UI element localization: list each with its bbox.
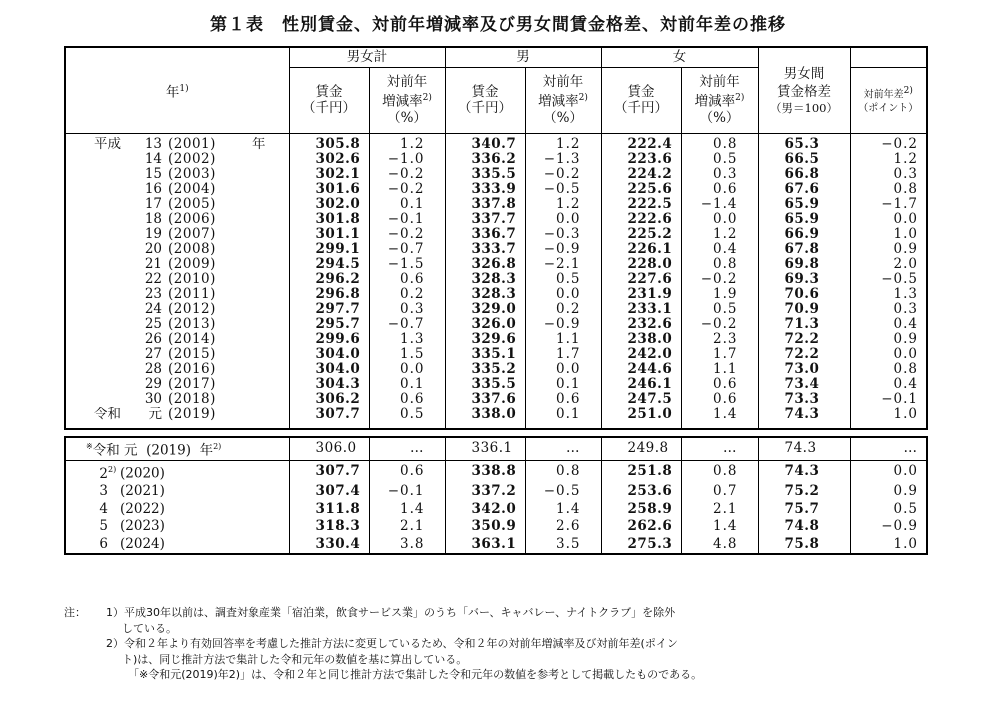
total-wage-cell: 304.3	[289, 377, 369, 392]
table-row	[65, 437, 927, 461]
table-row	[65, 302, 927, 317]
female-wage-cell: 222.5	[601, 197, 681, 212]
male-wage-header: 賃金 （千円）	[445, 67, 525, 133]
table-row	[65, 272, 927, 287]
total-change-cell: −0.2	[369, 227, 445, 242]
table-row	[65, 377, 927, 392]
year-cell: 17 (2005)	[65, 197, 289, 212]
female-wage-cell: 238.0	[601, 332, 681, 347]
table-row	[65, 167, 927, 182]
male-change-cell: −0.5	[525, 483, 601, 501]
year-cell: 27 (2015)	[65, 347, 289, 362]
notes-label: 注：	[64, 606, 86, 619]
gap-diff-cell: 0.5	[850, 501, 927, 519]
gap-cell: 74.3	[758, 407, 850, 422]
female-change-cell: 2.3	[681, 332, 758, 347]
male-wage-cell: 329.0	[445, 302, 525, 317]
male-wage-cell: 336.7	[445, 227, 525, 242]
female-header: 女	[601, 47, 758, 67]
total-wage-cell: 304.0	[289, 362, 369, 377]
gap-diff-cell: −0.5	[850, 272, 927, 287]
year-cell: 15 (2003)	[65, 167, 289, 182]
male-change-header: 対前年 増減率$^{2)}$ （%）	[525, 67, 601, 133]
table-row	[65, 483, 927, 501]
gap-cell: 75.7	[758, 501, 850, 519]
note-1-cont: している。	[122, 621, 177, 635]
gap-diff-cell: 1.0	[850, 407, 927, 422]
gap-cell: 66.8	[758, 167, 850, 182]
female-change-header: 対前年 増減率$^{2)}$ （%）	[681, 67, 758, 133]
note-1: 1）平成30年以前は、調査対象産業「宿泊業，飲食サービス業」のうち「バー、キャバレー、ナイトクラブ」を除外	[106, 606, 676, 619]
female-change-cell: 0.6	[681, 182, 758, 197]
female-wage-cell: 242.0	[601, 347, 681, 362]
female-change-cell: 0.8	[681, 137, 758, 152]
table-row	[65, 227, 927, 242]
male-change-cell: 1.1	[525, 332, 601, 347]
total-change-cell: −0.1	[369, 483, 445, 501]
total-change-cell: 1.3	[369, 332, 445, 347]
gap-diff-cell: 0.0	[850, 461, 927, 484]
gap-cell: 69.8	[758, 257, 850, 272]
total-wage-cell: 299.1	[289, 242, 369, 257]
total-wage-cell: 296.8	[289, 287, 369, 302]
male-wage-cell: 338.8	[445, 461, 525, 484]
total-change-cell: −1.5	[369, 257, 445, 272]
male-change-cell: 2.6	[525, 518, 601, 536]
total-wage-cell: 302.6	[289, 152, 369, 167]
cell: 249.8	[601, 437, 681, 461]
wage-table	[64, 46, 928, 555]
total-wage-cell: 301.1	[289, 227, 369, 242]
total-wage-cell: 297.7	[289, 302, 369, 317]
gap-cell: 75.2	[758, 483, 850, 501]
gap-diff-cell: 0.0	[850, 347, 927, 362]
gap-header: 男女間 賃金格差 （男＝100）	[758, 47, 850, 133]
male-wage-cell: 336.2	[445, 152, 525, 167]
female-change-cell: 0.5	[681, 152, 758, 167]
male-change-cell: 0.0	[525, 212, 601, 227]
total-change-cell: 3.8	[369, 536, 445, 555]
female-change-cell: 0.3	[681, 167, 758, 182]
table-title: 第１表 性別賃金、対前年増減率及び男女間賃金格差、対前年差の推移	[210, 15, 786, 35]
male-change-cell: 0.0	[525, 362, 601, 377]
table-row	[65, 392, 927, 407]
gap-cell: 70.6	[758, 287, 850, 302]
year-cell: 28 (2016)	[65, 362, 289, 377]
male-wage-cell: 335.2	[445, 362, 525, 377]
gap-diff-cell: 0.4	[850, 377, 927, 392]
male-change-cell: 1.2	[525, 197, 601, 212]
female-wage-cell: 251.0	[601, 407, 681, 422]
year-header: 年$^{1)}$	[65, 47, 289, 133]
male-change-cell: 0.0	[525, 287, 601, 302]
female-wage-cell: 231.9	[601, 287, 681, 302]
female-change-cell: 0.0	[681, 212, 758, 227]
female-wage-cell: 222.4	[601, 137, 681, 152]
female-wage-cell: 227.6	[601, 272, 681, 287]
female-wage-cell: 228.0	[601, 257, 681, 272]
male-change-cell: −0.5	[525, 182, 601, 197]
year-cell: 26 (2014)	[65, 332, 289, 347]
total-change-cell: −0.1	[369, 212, 445, 227]
table-row	[65, 257, 927, 272]
male-change-cell: −0.9	[525, 242, 601, 257]
gap-diff-cell: −0.9	[850, 518, 927, 536]
female-change-cell: 1.4	[681, 518, 758, 536]
table-row	[65, 317, 927, 332]
gap-diff-cell: −0.1	[850, 392, 927, 407]
cell: 306.0	[289, 437, 369, 461]
gap-diff-cell: −0.2	[850, 137, 927, 152]
gap-cell: 71.3	[758, 317, 850, 332]
female-change-cell: −0.2	[681, 317, 758, 332]
total-change-cell: 1.2	[369, 137, 445, 152]
total-change-cell: −0.2	[369, 167, 445, 182]
male-wage-cell: 337.7	[445, 212, 525, 227]
table-row	[65, 501, 927, 519]
year-cell: 24 (2012)	[65, 302, 289, 317]
total-wage-cell: 304.0	[289, 347, 369, 362]
gap-diff-cell: 1.2	[850, 152, 927, 167]
male-wage-cell: 337.8	[445, 197, 525, 212]
gap-cell: 72.2	[758, 347, 850, 362]
gap-cell: 65.3	[758, 137, 850, 152]
total-change-cell: 2.1	[369, 518, 445, 536]
table-row	[65, 242, 927, 257]
male-wage-cell: 342.0	[445, 501, 525, 519]
total-change-cell: 0.6	[369, 461, 445, 484]
female-change-cell: −0.2	[681, 272, 758, 287]
table-row	[65, 182, 927, 197]
gap-cell: 72.2	[758, 332, 850, 347]
total-wage-cell: 301.6	[289, 182, 369, 197]
female-wage-cell: 224.2	[601, 167, 681, 182]
female-wage-cell: 251.8	[601, 461, 681, 484]
footnotes	[64, 605, 964, 683]
female-change-cell: 0.8	[681, 257, 758, 272]
total-change-header: 対前年 増減率$^{2)}$ （%）	[369, 67, 445, 133]
total-change-cell: 0.6	[369, 272, 445, 287]
total-wage-cell: 296.2	[289, 272, 369, 287]
year-cell: 22 (2010)	[65, 272, 289, 287]
cell: …	[681, 437, 758, 461]
year-cell: 29 (2017)	[65, 377, 289, 392]
year-cell: 5 (2023)	[65, 518, 289, 536]
gap-diff-cell: 0.9	[850, 242, 927, 257]
male-change-cell: −2.1	[525, 257, 601, 272]
total-wage-cell: 306.2	[289, 392, 369, 407]
male-change-cell: −1.3	[525, 152, 601, 167]
total-wage-cell: 330.4	[289, 536, 369, 555]
ref-year-cell: ※令和 元 (2019) 年$^{2)}$	[65, 437, 289, 461]
gap-header-blank	[850, 47, 927, 67]
year-cell: 平成 13 (2001) 年	[65, 137, 289, 152]
female-wage-cell: 225.2	[601, 227, 681, 242]
female-change-cell: −1.4	[681, 197, 758, 212]
year-cell: 20 (2008)	[65, 242, 289, 257]
total-wage-cell: 301.8	[289, 212, 369, 227]
female-wage-cell: 262.6	[601, 518, 681, 536]
female-change-cell: 0.6	[681, 392, 758, 407]
male-wage-cell: 335.1	[445, 347, 525, 362]
female-change-cell: 1.4	[681, 407, 758, 422]
gap-cell: 74.8	[758, 518, 850, 536]
male-change-cell: 0.6	[525, 392, 601, 407]
year-cell: 18 (2006)	[65, 212, 289, 227]
total-change-cell: 0.1	[369, 197, 445, 212]
year-cell: 23 (2011)	[65, 287, 289, 302]
note-2: 2）令和２年より有効回答率を考慮した推計方法に変更しているため、令和２年の対前年増減率及び対前年差(ポイン	[106, 637, 678, 651]
gap-cell: 69.3	[758, 272, 850, 287]
total-change-cell: −0.7	[369, 317, 445, 332]
table-row	[65, 332, 927, 347]
year-cell: 4 (2022)	[65, 501, 289, 519]
table-row	[65, 461, 927, 484]
year-cell: 25 (2013)	[65, 317, 289, 332]
table-row	[65, 347, 927, 362]
gap-diff-cell: −1.7	[850, 197, 927, 212]
total-change-cell: 0.2	[369, 287, 445, 302]
male-wage-cell: 340.7	[445, 137, 525, 152]
cell: …	[369, 437, 445, 461]
gap-diff-cell: 0.3	[850, 167, 927, 182]
female-wage-cell: 247.5	[601, 392, 681, 407]
year-cell: 21 (2009)	[65, 257, 289, 272]
male-wage-cell: 328.3	[445, 272, 525, 287]
male-wage-cell: 335.5	[445, 377, 525, 392]
female-wage-cell: 222.6	[601, 212, 681, 227]
total-change-cell: −0.7	[369, 242, 445, 257]
gap-diff-header: 対前年差2) （ポイント）	[850, 67, 927, 133]
total-wage-cell: 299.6	[289, 332, 369, 347]
note-2-cont: ト)は、同じ推計方法で集計した令和元年の数値を基に算出している。	[122, 652, 468, 666]
male-wage-cell: 350.9	[445, 518, 525, 536]
male-wage-cell: 335.5	[445, 167, 525, 182]
gap-diff-cell: 0.0	[850, 212, 927, 227]
gap-cell: 73.0	[758, 362, 850, 377]
cell: …	[850, 437, 927, 461]
total-change-cell: 0.6	[369, 392, 445, 407]
table-row	[65, 536, 927, 555]
year-cell: 22) (2020)	[65, 461, 289, 484]
male-change-cell: 1.7	[525, 347, 601, 362]
male-wage-cell: 333.9	[445, 182, 525, 197]
total-change-cell: −1.0	[369, 152, 445, 167]
gap-cell: 74.3	[758, 461, 850, 484]
total-wage-cell: 295.7	[289, 317, 369, 332]
year-cell: 3 (2021)	[65, 483, 289, 501]
female-wage-cell: 275.3	[601, 536, 681, 555]
table-row	[65, 197, 927, 212]
female-wage-cell: 253.6	[601, 483, 681, 501]
total-change-cell: −0.2	[369, 182, 445, 197]
gap-cell: 65.9	[758, 197, 850, 212]
gap-diff-cell: 0.8	[850, 182, 927, 197]
male-change-cell: 0.2	[525, 302, 601, 317]
cell: 336.1	[445, 437, 525, 461]
total-change-cell: 0.1	[369, 377, 445, 392]
gap-diff-cell: 0.9	[850, 483, 927, 501]
total-wage-cell: 302.0	[289, 197, 369, 212]
gap-cell: 67.8	[758, 242, 850, 257]
total-change-cell: 1.5	[369, 347, 445, 362]
total-wage-cell: 311.8	[289, 501, 369, 519]
male-change-cell: 1.2	[525, 137, 601, 152]
female-change-cell: 0.7	[681, 483, 758, 501]
gap-cell: 73.4	[758, 377, 850, 392]
total-header: 男女計	[289, 47, 445, 67]
gap-diff-cell: 2.0	[850, 257, 927, 272]
year-cell: 30 (2018)	[65, 392, 289, 407]
note-3: 「※令和元(2019)年2)」は、令和２年と同じ推計方法で集計した令和元年の数値を参考として掲載したものである。	[128, 668, 703, 682]
female-change-cell: 1.9	[681, 287, 758, 302]
gap-cell: 73.3	[758, 392, 850, 407]
male-change-cell: −0.2	[525, 167, 601, 182]
cell: …	[525, 437, 601, 461]
total-change-cell: 0.3	[369, 302, 445, 317]
gap-diff-cell: 0.4	[850, 317, 927, 332]
female-wage-cell: 223.6	[601, 152, 681, 167]
table-row	[65, 518, 927, 536]
total-wage-header: 賃金 （千円）	[289, 67, 369, 133]
gap-diff-cell: 0.8	[850, 362, 927, 377]
gap-cell: 75.8	[758, 536, 850, 555]
table-row	[65, 407, 927, 422]
male-header: 男	[445, 47, 601, 67]
gap-cell: 66.5	[758, 152, 850, 167]
year-cell: 6 (2024)	[65, 536, 289, 555]
female-change-cell: 0.8	[681, 461, 758, 484]
gap-cell: 66.9	[758, 227, 850, 242]
male-wage-cell: 326.0	[445, 317, 525, 332]
total-wage-cell: 307.7	[289, 407, 369, 422]
male-change-cell: 0.1	[525, 407, 601, 422]
male-wage-cell: 329.6	[445, 332, 525, 347]
male-wage-cell: 337.6	[445, 392, 525, 407]
total-change-cell: 0.5	[369, 407, 445, 422]
total-wage-cell: 307.7	[289, 461, 369, 484]
gap-cell: 67.6	[758, 182, 850, 197]
male-wage-cell: 333.7	[445, 242, 525, 257]
gap-diff-cell: 0.3	[850, 302, 927, 317]
male-wage-cell: 337.2	[445, 483, 525, 501]
male-wage-cell: 338.0	[445, 407, 525, 422]
male-wage-cell: 326.8	[445, 257, 525, 272]
female-change-cell: 1.1	[681, 362, 758, 377]
total-wage-cell: 307.4	[289, 483, 369, 501]
female-change-cell: 0.6	[681, 377, 758, 392]
female-change-cell: 0.5	[681, 302, 758, 317]
year-cell: 令和 元 (2019)	[65, 407, 289, 422]
female-change-cell: 0.4	[681, 242, 758, 257]
gap-cell: 65.9	[758, 212, 850, 227]
table-row	[65, 152, 927, 167]
table-row	[65, 137, 927, 152]
female-change-cell: 1.7	[681, 347, 758, 362]
female-change-cell: 2.1	[681, 501, 758, 519]
female-wage-cell: 225.6	[601, 182, 681, 197]
male-change-cell: 0.1	[525, 377, 601, 392]
male-wage-cell: 328.3	[445, 287, 525, 302]
gap-cell: 70.9	[758, 302, 850, 317]
male-change-cell: 1.4	[525, 501, 601, 519]
female-wage-cell: 233.1	[601, 302, 681, 317]
male-change-cell: −0.9	[525, 317, 601, 332]
table-row	[65, 287, 927, 302]
total-wage-cell: 294.5	[289, 257, 369, 272]
total-change-cell: 1.4	[369, 501, 445, 519]
male-change-cell: 0.5	[525, 272, 601, 287]
total-change-cell: 0.0	[369, 362, 445, 377]
table-row	[65, 212, 927, 227]
table-row	[65, 362, 927, 377]
female-wage-cell: 246.1	[601, 377, 681, 392]
male-change-cell: −0.3	[525, 227, 601, 242]
total-wage-cell: 305.8	[289, 137, 369, 152]
female-change-cell: 1.2	[681, 227, 758, 242]
male-change-cell: 0.8	[525, 461, 601, 484]
female-change-cell: 4.8	[681, 536, 758, 555]
cell: 74.3	[758, 437, 850, 461]
gap-diff-cell: 1.0	[850, 227, 927, 242]
year-cell: 14 (2002)	[65, 152, 289, 167]
total-wage-cell: 318.3	[289, 518, 369, 536]
gap-diff-cell: 0.9	[850, 332, 927, 347]
female-wage-cell: 226.1	[601, 242, 681, 257]
female-wage-cell: 232.6	[601, 317, 681, 332]
male-wage-cell: 363.1	[445, 536, 525, 555]
female-wage-cell: 258.9	[601, 501, 681, 519]
gap-diff-cell: 1.3	[850, 287, 927, 302]
female-wage-cell: 244.6	[601, 362, 681, 377]
total-wage-cell: 302.1	[289, 167, 369, 182]
gap-diff-cell: 1.0	[850, 536, 927, 555]
year-cell: 19 (2007)	[65, 227, 289, 242]
year-cell: 16 (2004)	[65, 182, 289, 197]
male-change-cell: 3.5	[525, 536, 601, 555]
female-wage-header: 賃金 （千円）	[601, 67, 681, 133]
